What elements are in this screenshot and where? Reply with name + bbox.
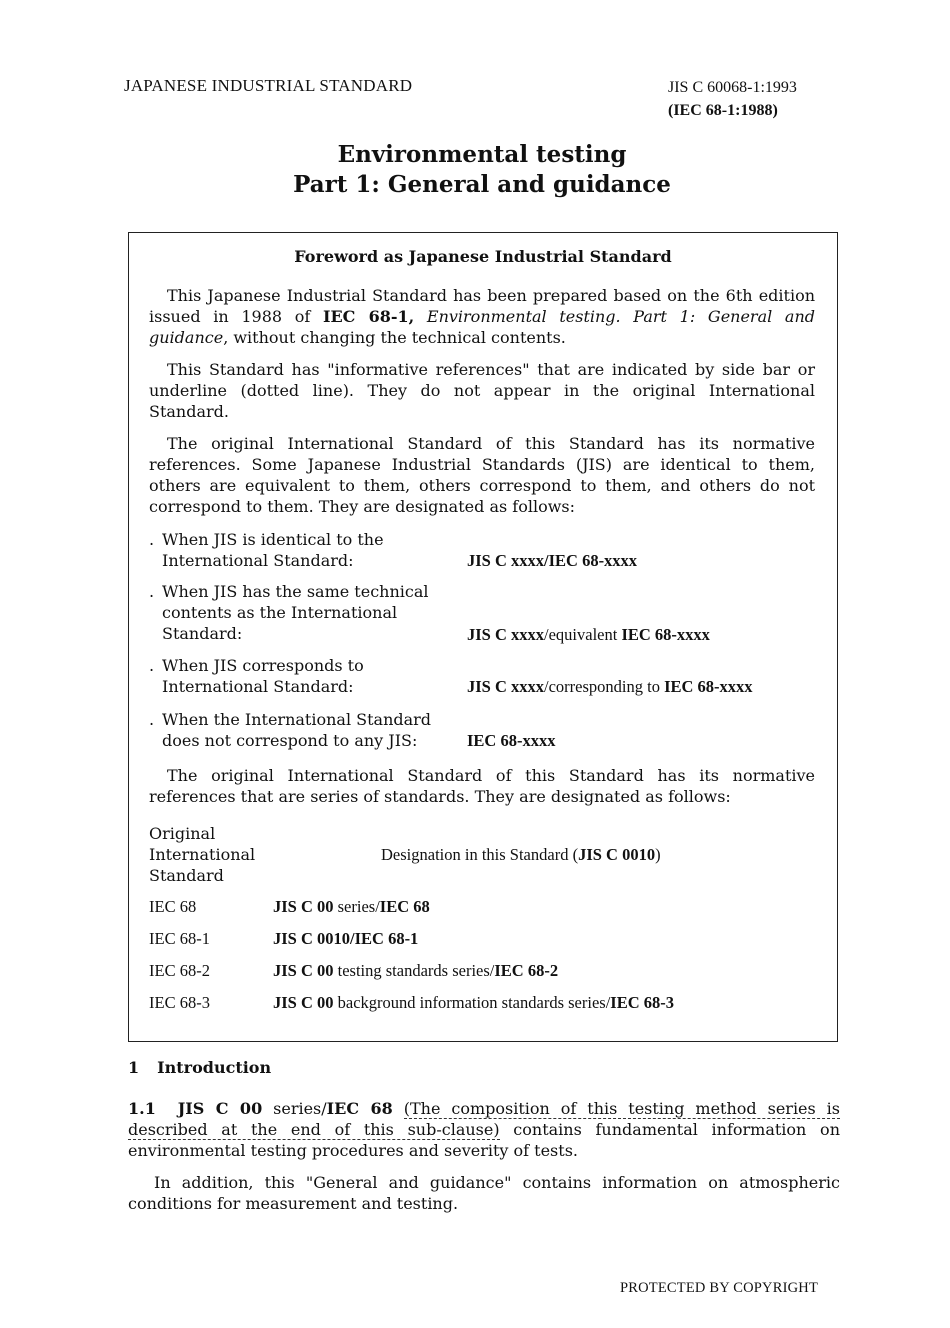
foreword-paragraph-2: This Standard has "informative references" that are indicated by side bar or underline (dotted line). They do not appear in the original International Standard. — [149, 360, 815, 421]
designation-value: JIS C xxxx/equivalent IEC 68-xxxx — [467, 625, 710, 644]
foreword-heading: Foreword as Japanese Industrial Standard — [294, 247, 672, 266]
subclause-1-1: 1.1 JIS C 00 series/IEC 68 (The composition of this testing method series is described at the end of this sub-clause) contains fundamental information on environmental testing procedures and severity of tests. — [128, 1099, 841, 1160]
foreword-paragraph-1: This Japanese Industrial Standard has been prepared based on the 6th edition issued in 1988 of IEC 68-1, Environmental testing. Part 1: General and guidance, without changing the technical contents. — [149, 286, 816, 347]
title-line-2: Part 1: General and guidance — [293, 171, 671, 198]
foreword-paragraph-4: The original International Standard of this Standard has its normative references that are series of standards. They are designated as follows: — [149, 766, 815, 806]
jis-number: JIS C 60068-1:1993 — [668, 79, 797, 96]
foreword-paragraph-3: The original International Standard of this Standard has its normative references. Some Japanese Industrial Standards (JIS) are identical to them, others are equivalent to them, others correspond to them, and others do not correspond to them. They are designated as follows: — [149, 434, 815, 516]
designation-value: IEC 68-xxxx — [467, 731, 556, 750]
iec-title: Environmental testing. Part 1: General and guidance — [149, 307, 816, 347]
header-standard-label: JAPANESE INDUSTRIAL STANDARD — [124, 76, 413, 95]
designation-value: JIS C xxxx/corresponding to IEC 68-xxxx — [467, 677, 753, 696]
informative-reference: (The composition of this testing method series is described at the end of this sub-clause) — [128, 1099, 841, 1139]
title-line-1: Environmental testing — [337, 141, 627, 168]
series-header-original: Original International Standard — [149, 824, 256, 885]
header-designation — [668, 76, 797, 122]
copyright-notice: PROTECTED BY COPYRIGHT — [620, 1280, 819, 1296]
iec-number: (IEC 68-1:1988) — [668, 102, 778, 119]
iec-ref: IEC 68-1, — [323, 307, 415, 326]
series-header-designation: Designation in this Standard (JIS C 0010) — [381, 845, 661, 864]
intro-paragraph-2: In addition, this "General and guidance" contains information on atmospheric conditions for measurement and testing. — [128, 1173, 840, 1213]
designation-value: JIS C xxxx/IEC 68-xxxx — [467, 551, 638, 570]
foreword-box: Foreword as Japanese Industrial Standard This Japanese Industrial Standard has been prepared based on the 6th edition issued in 1988 of IEC 68-1, Environmental testing. Part 1: General and guidance, without changing the technical contents. This Standard has "informative references" that are indicated by side bar or underline (dotted line). They do not appear in the original International Standard. The original International Standard of this Standard has its normative references. Some Japanese Industrial Standards (JIS) are identical to them, others are equivalent to them, others correspond to them, and others do not correspond to them. They are designated as follows: . When JIS is identical to the International Standard: JIS C xxxx/IEC 68-xxxx . When JIS has the same technical contents as the International Standard: JIS C xxxx/equivalent IEC 68-xxxx . When JIS corresponds to International Standard: JIS C xxxx/corresponding to IEC 68-xxxx . When the International Standard does not correspond to any JIS: IEC 68-xxxx The original International Standard of this Standard has its normative references that are series of standards. They are designated as follows: Original International Standard Designation in this Standard (JIS C 0010) IEC 68 JIS C 00 series/IEC 68 IEC 68-1 JIS C 0010/IEC 68-1 IEC 68-2 JIS C 00 testing standards series/IEC 68-2 IEC 68-3 JIS C 00 background information standards series/IEC 68-3 — [128, 232, 838, 1042]
section-heading: 1 Introduction — [128, 1058, 272, 1077]
document-title — [0, 140, 950, 200]
